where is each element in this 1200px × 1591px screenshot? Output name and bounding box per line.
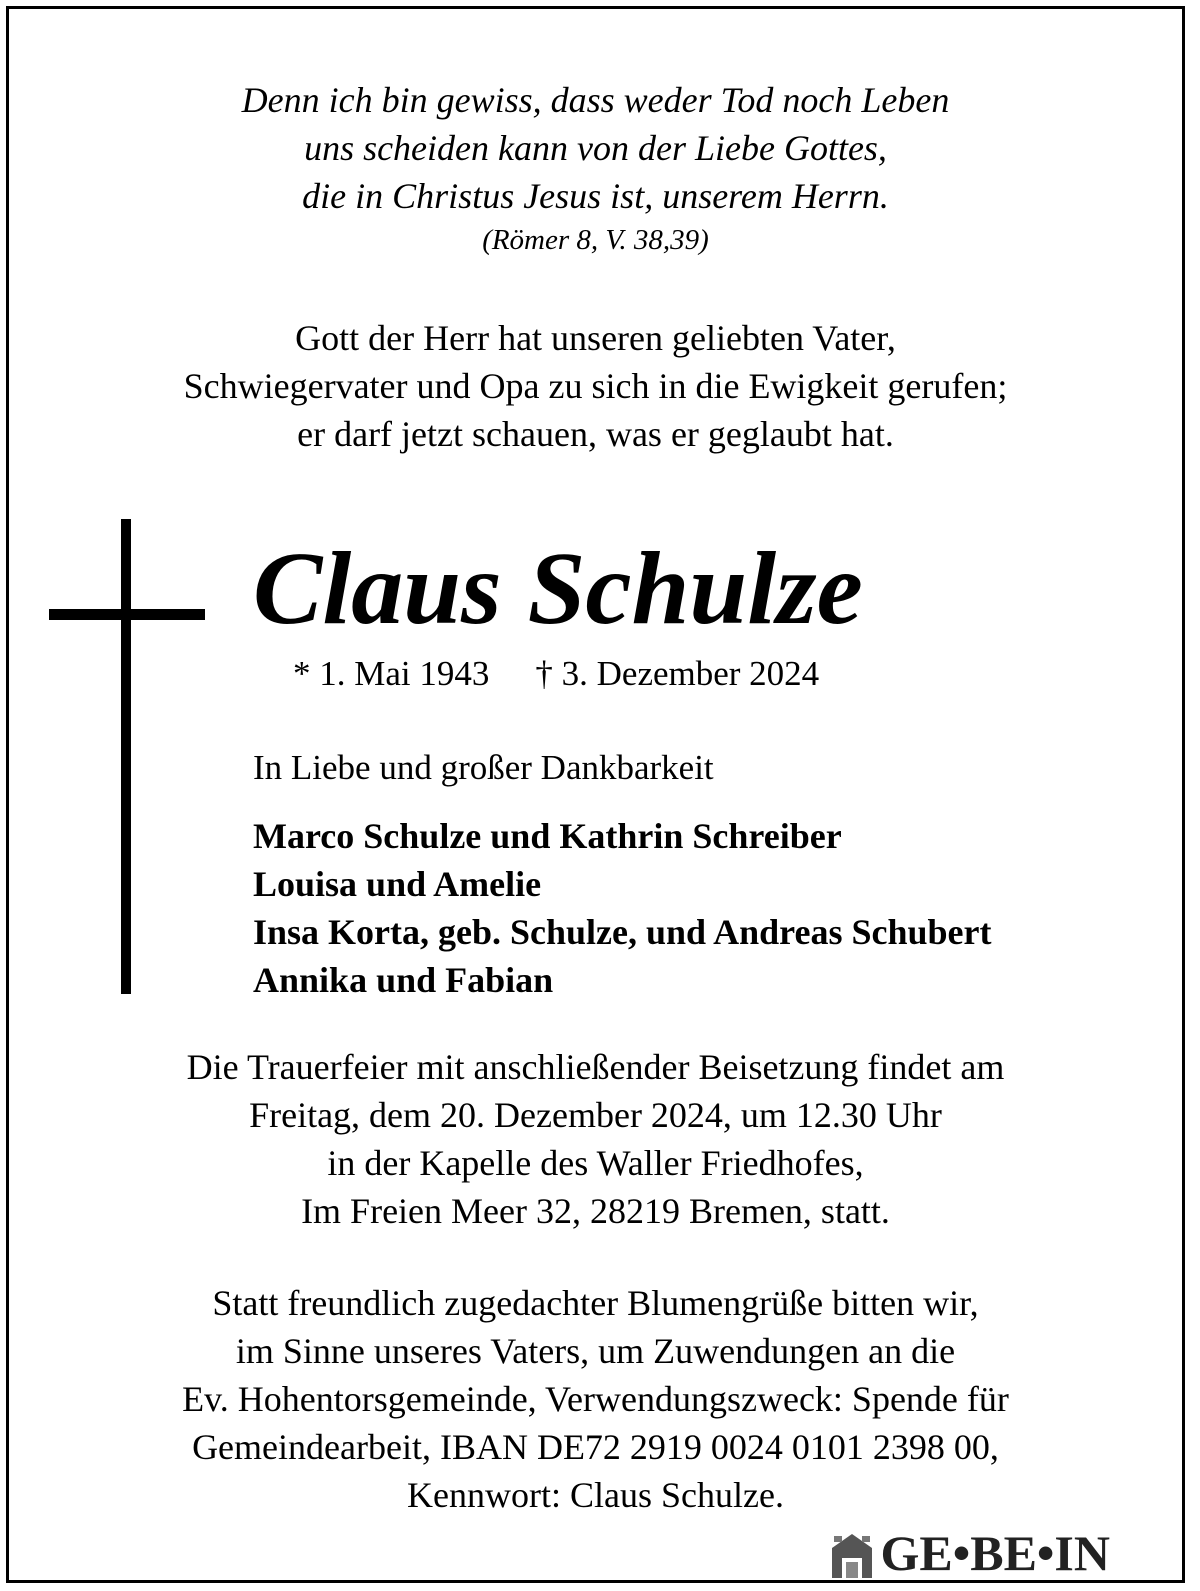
mourner-name: Insa Korta, geb. Schulze, und Andreas Schubert <box>253 912 992 952</box>
ceremony-info <box>9 1043 1182 1235</box>
gebein-logo <box>828 1522 1110 1580</box>
bible-verse <box>9 76 1182 260</box>
building-icon <box>828 1528 876 1580</box>
death-date: † 3. Dezember 2024 <box>535 654 820 693</box>
verse-reference: (Römer 8, V. 38,39) <box>482 224 709 256</box>
life-dates <box>293 652 819 696</box>
verse-line: die in Christus Jesus ist, unserem Herrn. <box>302 176 889 216</box>
obituary-frame <box>6 6 1185 1583</box>
mourner-name: Marco Schulze und Kathrin Schreiber <box>253 816 842 856</box>
verse-line: uns scheiden kann von der Liebe Gottes, <box>304 128 887 168</box>
ceremony-line: Im Freien Meer 32, 28219 Bremen, statt. <box>301 1191 890 1231</box>
cross-icon-horizontal <box>49 609 205 620</box>
mourners-list <box>253 812 991 1004</box>
mourner-name: Annika und Fabian <box>253 960 554 1000</box>
donation-line: Kennwort: Claus Schulze. <box>407 1475 784 1515</box>
donation-info <box>9 1279 1182 1519</box>
donation-line: im Sinne unseres Vaters, um Zuwendungen an die <box>235 1331 956 1371</box>
mourners-intro: In Liebe und großer Dankbarkeit <box>253 748 714 787</box>
cross-icon-vertical <box>121 519 131 994</box>
birth-date: * 1. Mai 1943 <box>293 654 490 693</box>
ceremony-line: Freitag, dem 20. Dezember 2024, um 12.30 Uhr <box>249 1095 942 1135</box>
intro-line: Schwiegervater und Opa zu sich in die Ewigkeit gerufen; <box>183 366 1008 406</box>
donation-line: Gemeindearbeit, IBAN DE72 2919 0024 0101 2398 00, <box>192 1427 999 1467</box>
intro-text <box>9 314 1182 458</box>
ceremony-line: in der Kapelle des Waller Friedhofes, <box>327 1143 864 1183</box>
donation-line: Statt freundlich zugedachter Blumengrüße bitten wir, <box>212 1283 979 1323</box>
mourner-name: Louisa und Amelie <box>253 864 542 904</box>
verse-line: Denn ich bin gewiss, dass weder Tod noch Leben <box>241 80 950 120</box>
ceremony-line: Die Trauerfeier mit anschließender Beisetzung findet am <box>186 1047 1005 1087</box>
logo-text: GE•BE•IN <box>880 1525 1110 1581</box>
deceased-name: Claus Schulze <box>253 531 863 646</box>
intro-line: Gott der Herr hat unseren geliebten Vater, <box>295 318 896 358</box>
donation-line: Ev. Hohentorsgemeinde, Verwendungszweck: Spende für <box>182 1379 1009 1419</box>
intro-line: er darf jetzt schauen, was er geglaubt hat. <box>297 414 894 454</box>
